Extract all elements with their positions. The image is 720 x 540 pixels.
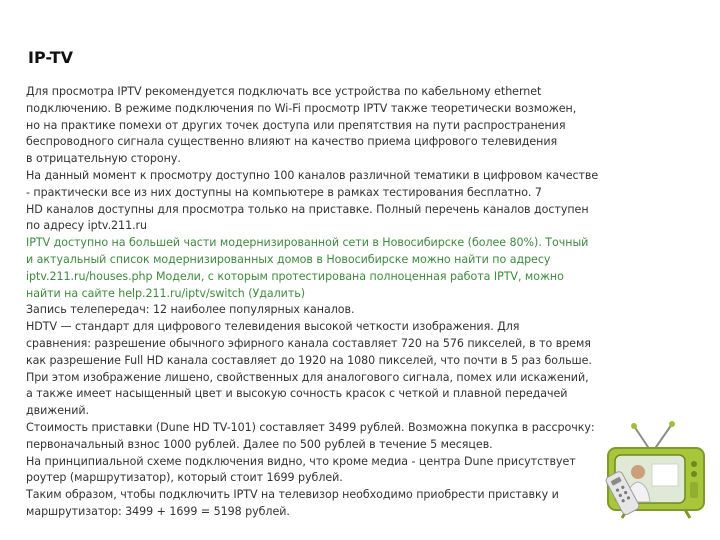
text-line: движений.	[26, 404, 89, 418]
tv-with-remote-icon	[598, 420, 708, 520]
text-line: Для просмотра IPTV рекомендуется подключать все устройства по кабельному ethernet	[26, 85, 542, 98]
text-line: как разрешение Full HD канала составляет до 1920 на 1080 пикселей, что почти в 5 раз больше.	[26, 353, 592, 367]
text-line: маршрутизатор: 3499 + 1699 = 5198 рублей.	[26, 504, 290, 518]
text-line: При этом изображение лишено, свойственных для аналогового сигнала, помех или искажений,	[26, 370, 589, 384]
text-line-highlight: найти на сайте help.211.ru/iptv/switch (Удалить)	[26, 286, 306, 300]
page-title: IP-TV	[28, 48, 73, 67]
text-line: беспроводного сигнала существенно влияют на качество приема цифрового телевидения	[26, 135, 558, 149]
text-line: - практически все из них доступны на компьютере в рамках тестирования бесплатно. 7	[26, 185, 542, 199]
article-body	[26, 84, 614, 521]
text-line: Стоимость приставки (Dune HD TV-101) составляет 3499 рублей. Возможна покупка в рассрочку:	[26, 420, 595, 434]
text-line: сравнения: разрешение обычного эфирного канала составляет 720 на 576 пикселей, в то время	[26, 336, 591, 350]
text-line: но на практике помехи от других точек доступа или препятствия на пути распространения	[26, 118, 566, 132]
text-line: а также имеет насыщенный цвет и высокую сочность красок с четкой и плавной передачей	[26, 387, 568, 401]
text-line: HDTV — стандарт для цифрового телевидения высокой четкости изображения. Для	[26, 320, 520, 334]
text-line: Запись телепередач: 12 наиболее популярных каналов.	[26, 303, 355, 317]
text-line-highlight: и актуальный список модернизированных домов в Новосибирске можно найти по адресу	[26, 252, 551, 266]
text-line-highlight: iptv.211.ru/houses.php Модели, с которым протестирована полноценная работа IPTV, можно	[26, 269, 564, 283]
text-line-highlight: IPTV доступно на большей части модернизированной сети в Новосибирске (более 80%). Точный	[26, 236, 589, 250]
text-line: Таким образом, чтобы подключить IPTV на телевизор необходимо приобрести приставку и	[26, 488, 559, 502]
text-line: подключению. В режиме подключения по Wi-Fi просмотр IPTV также теоретически возможен,	[26, 101, 577, 115]
text-line: в отрицательную сторону.	[26, 152, 181, 166]
text-line: по адресу iptv.211.ru	[26, 219, 148, 233]
text-line: На данный момент к просмотру доступно 100 каналов различной тематики в цифровом качестве	[26, 168, 599, 182]
text-line: HD каналов доступны для просмотра только на приставке. Полный перечень каналов доступен	[26, 202, 589, 216]
text-line: На принципиальной схеме подключения видно, что кроме медиа - центра Dune присутствует	[26, 454, 576, 468]
text-line: роутер (маршрутизатор), который стоит 1699 рублей.	[26, 471, 343, 485]
text-line: первоначальный взнос 1000 рублей. Далее по 500 рублей в течение 5 месяцев.	[26, 437, 493, 451]
